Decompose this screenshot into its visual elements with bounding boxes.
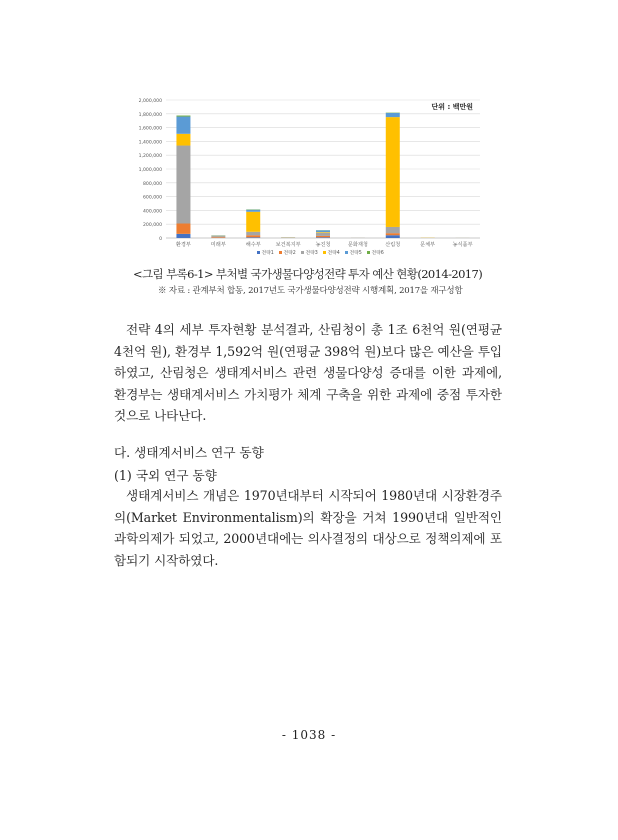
legend-swatch <box>323 251 326 254</box>
figure-caption: <그림 부록6-1> 부처별 국가생물다양성전략 투자 예산 현황(2014-2017) <box>133 267 483 281</box>
x-tick-label: 산림청 <box>385 242 401 248</box>
page-number: - 1038 - <box>281 728 337 742</box>
bar-segment <box>386 227 400 233</box>
x-tick-label: 환경부 <box>175 242 191 248</box>
bar-segment <box>386 235 400 238</box>
body-paragraph-1: 전략 4의 세부 투자현황 분석결과, 산림청이 총 1조 6천억 원(연평균 4천억 원), 환경부 1,592억 원(연평균 398억 원)보다 많은 예산을 투입하였고, 산림청은 생태계서비스 관련 생물다양성 증대를 이한 과제에, 환경부는 생태계서비스 가치평가 체계 구축을 위한 과제에 중점 투자한 것으로 나타난다. <box>114 322 502 423</box>
y-tick-label: 200,000 <box>143 223 162 229</box>
legend-label: 전략1 <box>261 251 274 256</box>
bar-segment <box>246 237 260 238</box>
bar-segment <box>316 236 330 237</box>
x-tick-label: 농식품부 <box>452 242 473 248</box>
x-tick-label: 보건복지부 <box>275 242 301 248</box>
legend-label: 전략4 <box>327 251 340 256</box>
legend-swatch <box>367 251 370 254</box>
budget-chart <box>118 93 490 265</box>
x-tick-label: 문체부 <box>420 242 436 248</box>
y-tick-label: 0 <box>159 237 162 242</box>
y-tick-label: 1,200,000 <box>138 154 162 160</box>
bar-segment <box>176 134 190 146</box>
bar-segment <box>316 230 330 232</box>
section-heading: 다. 생태계서비스 연구 동향 <box>114 445 264 460</box>
bar-segment <box>386 233 400 235</box>
bar-segment <box>211 236 225 237</box>
legend-swatch <box>279 251 282 254</box>
y-tick-label: 600,000 <box>143 195 162 201</box>
bar-segment <box>176 117 190 134</box>
unit-label: 단위 : 백만원 <box>431 103 473 111</box>
legend-label: 전략5 <box>349 251 362 256</box>
y-tick-label: 800,000 <box>143 181 162 187</box>
x-tick-label: 해수부 <box>245 242 261 248</box>
legend-swatch <box>345 251 348 254</box>
y-tick-label: 1,600,000 <box>138 126 162 132</box>
x-tick-label: 문화재청 <box>347 242 368 248</box>
body-paragraph-2: 생태계서비스 개념은 1970년대부터 시작되어 1980년대 시장환경주의(Market Environmentalism)의 확장을 거쳐 1990년대 일반적인 과학의제가 되었고, 2000년대에는 의사결정의 대상으로 정책의제에 포함되기 시작하였다. <box>114 488 502 568</box>
x-tick-label: 농진청 <box>315 242 331 248</box>
bar-segment <box>386 113 400 117</box>
bar-segment <box>176 224 190 234</box>
legend-label: 전략2 <box>283 251 296 256</box>
bar-segment <box>246 232 260 235</box>
legend-label: 전략6 <box>371 251 384 256</box>
bar-segment <box>316 237 330 238</box>
bar-segment <box>176 234 190 238</box>
y-tick-label: 1,400,000 <box>138 140 162 146</box>
y-tick-label: 400,000 <box>143 209 162 215</box>
y-tick-label: 1,800,000 <box>138 112 162 118</box>
bar-segment <box>246 210 260 212</box>
bar-segment <box>246 235 260 237</box>
legend-label: 전략3 <box>305 251 318 256</box>
y-tick-label: 2,000,000 <box>138 99 162 104</box>
figure-source: ※ 자료 : 관계부처 합동, 2017년도 국가생물다양성전략 시행계획, 2017을 재구성함 <box>158 286 463 296</box>
stacked-bar-chart <box>118 93 490 265</box>
bar-segment <box>246 212 260 232</box>
bar-segment <box>316 233 330 236</box>
bar-segment <box>176 116 190 117</box>
legend-swatch <box>301 251 304 254</box>
bar-segment <box>176 146 190 224</box>
bar-segment <box>211 237 225 238</box>
x-tick-label: 미래부 <box>210 242 226 248</box>
legend-swatch <box>257 251 260 254</box>
y-tick-label: 1,000,000 <box>138 168 162 173</box>
bar-segment <box>386 117 400 227</box>
bar-segment <box>316 232 330 233</box>
subsection-heading: (1) 국외 연구 동향 <box>114 468 217 483</box>
